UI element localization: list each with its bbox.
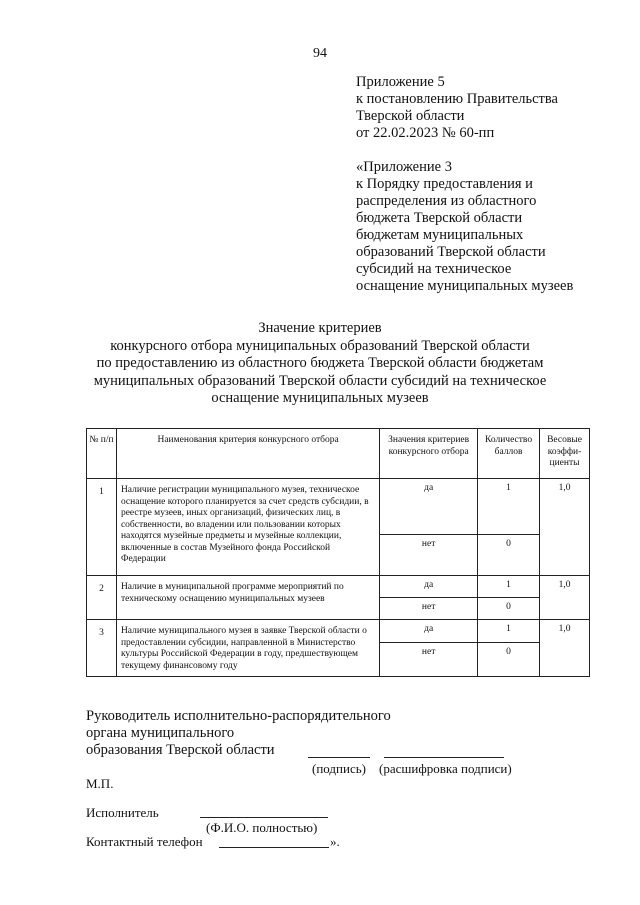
decode-caption: (расшифровка подписи) <box>379 761 512 776</box>
row-num: 1 <box>87 479 117 576</box>
appendix-line: оснащение муниципальных музеев <box>356 278 574 294</box>
title-line: оснащение муниципальных музеев <box>211 390 429 406</box>
signature-decode-line <box>384 757 504 758</box>
points-yes: 1 <box>478 479 540 535</box>
appendix-line: субсидий на техническое <box>356 261 512 277</box>
value-no: нет <box>380 535 478 576</box>
table-row <box>87 576 590 598</box>
fio-caption: (Ф.И.О. полностью) <box>206 820 318 835</box>
executor-label: Исполнитель <box>86 805 159 820</box>
header-values: Значения критериев конкурсного отбора <box>380 429 478 479</box>
appendix-spacer <box>356 142 573 159</box>
value-yes: да <box>380 479 478 535</box>
points-yes: 1 <box>478 576 540 598</box>
row-weight: 1,0 <box>540 620 590 677</box>
points-no: 0 <box>478 643 540 677</box>
criteria-table <box>86 428 590 677</box>
points-no: 0 <box>478 535 540 576</box>
stamp-label: М.П. <box>86 776 114 791</box>
value-yes: да <box>380 620 478 643</box>
row-weight: 1,0 <box>540 576 590 620</box>
points-yes: 1 <box>478 620 540 643</box>
appendix-line: от 22.02.2023 № 60-пп <box>356 125 495 141</box>
points-no: 0 <box>478 598 540 620</box>
header-name: Наименования критерия конкурсного отбора <box>116 429 379 479</box>
value-yes: да <box>380 576 478 598</box>
title-line: Значение критериев <box>258 320 382 336</box>
appendix-line: бюджета Тверской области <box>356 210 523 226</box>
title-line: конкурсного отбора муниципальных образований Тверской области <box>110 337 530 354</box>
phone-end: ». <box>330 834 340 849</box>
appendix-line: к Порядку предоставления и <box>356 176 533 192</box>
row-name: Наличие в муниципальной программе мероприятий по техническому оснащению муниципальных музеев <box>116 576 379 620</box>
row-name: Наличие муниципального музея в заявке Тверской области о предоставлении субсидии, направленной в Министерство культуры Российской Федерации в году, предшествующем текущему финансовому году <box>116 620 379 677</box>
header-points: Количество баллов <box>478 429 540 479</box>
header-num: № п/п <box>87 429 117 479</box>
row-num: 3 <box>87 620 117 677</box>
row-num: 2 <box>87 576 117 620</box>
table-row <box>87 479 590 535</box>
value-no: нет <box>380 643 478 677</box>
head-line: образования Тверской области <box>86 742 275 758</box>
document-title <box>60 320 580 408</box>
appendix-header <box>356 74 573 295</box>
page-number: 94 <box>313 46 327 61</box>
row-weight: 1,0 <box>540 479 590 576</box>
appendix-line: образований Тверской области <box>356 244 546 260</box>
title-line: муниципальных образований Тверской области субсидий на техническое <box>93 372 547 389</box>
appendix-line: бюджетам муниципальных <box>356 227 524 243</box>
executor-line <box>200 817 328 818</box>
head-line: органа муниципального <box>86 725 235 741</box>
signature-line <box>308 757 370 758</box>
head-line: Руководитель исполнительно-распорядительного <box>86 708 391 724</box>
appendix-line: «Приложение 3 <box>356 159 452 175</box>
appendix-line: Тверской области <box>356 108 465 124</box>
phone-line <box>219 847 329 848</box>
sign-caption: (подпись) <box>312 761 366 776</box>
title-line: по предоставлению из областного бюджета Тверской области бюджетам <box>96 355 544 371</box>
head-signature-label <box>86 708 391 759</box>
row-name: Наличие регистрации муниципального музея, техническое оснащение которого планируется за счет средств субсидии, в реестре музеев, иных организаций, физических лиц, в собственности, во владении или пользовании которых находятся музейные предметы и музейные коллекции, включенные в состав Музейного фонда Российской Федерации <box>116 479 379 576</box>
value-no: нет <box>380 598 478 620</box>
table-row <box>87 620 590 643</box>
header-weight: Весовые коэффи- циенты <box>540 429 590 479</box>
appendix-line: распределения из областного <box>356 193 537 209</box>
appendix-line: к постановлению Правительства <box>356 91 558 107</box>
appendix-line: Приложение 5 <box>356 74 445 90</box>
phone-label: Контактный телефон <box>86 834 203 849</box>
